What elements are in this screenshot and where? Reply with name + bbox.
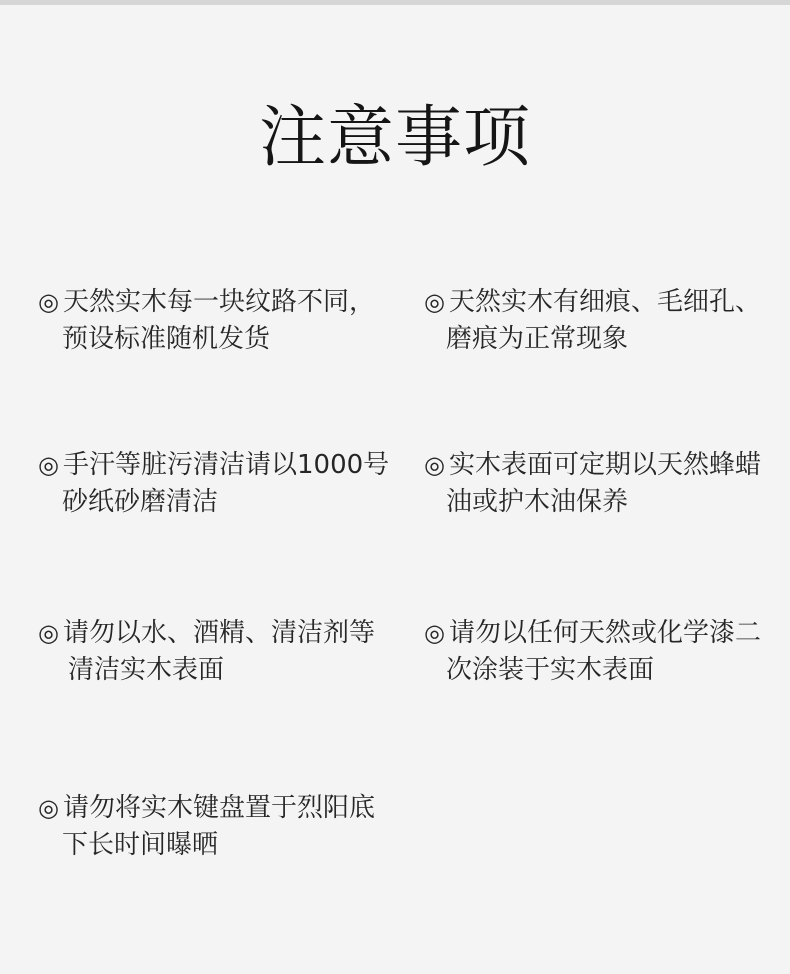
note-text: 手汗等脏污清洁请以1000号	[63, 450, 390, 480]
top-divider	[0, 0, 790, 5]
note-text: 天然实木每一块纹路不同，	[63, 287, 376, 317]
bullseye-marker-icon: ◎	[38, 619, 59, 647]
note-line-second: 磨痕为正常现象	[446, 324, 629, 354]
note-item	[38, 615, 375, 689]
note-line-second: 油或护木油保养	[446, 487, 629, 517]
note-item	[424, 284, 761, 358]
note-line-second: 下长时间曝晒	[62, 830, 219, 860]
note-text: 天然实木有细痕、毛细孔、	[449, 287, 762, 317]
bullseye-marker-icon: ◎	[424, 619, 445, 647]
note-item	[424, 615, 761, 689]
note-line-first	[38, 284, 375, 321]
note-line-second: 次涂装于实木表面	[446, 655, 655, 685]
note-line-first	[38, 615, 375, 652]
note-line-second: 预设标准随机发货	[62, 324, 271, 354]
note-text: 实木表面可定期以天然蜂蜡	[449, 450, 762, 480]
note-text: 请勿将实木键盘置于烈阳底	[63, 793, 376, 823]
note-line-first	[424, 615, 761, 652]
page-title: 注意事项	[259, 98, 531, 176]
note-item	[38, 284, 375, 358]
note-line-first	[38, 790, 375, 827]
note-item	[38, 790, 375, 864]
note-line-second: 砂纸砂磨清洁	[62, 487, 219, 517]
note-item	[38, 447, 389, 521]
bullseye-marker-icon: ◎	[424, 451, 445, 479]
bullseye-marker-icon: ◎	[38, 288, 59, 316]
note-line-first	[38, 447, 389, 484]
note-text: 请勿以任何天然或化学漆二	[449, 618, 762, 648]
bullseye-marker-icon: ◎	[38, 794, 59, 822]
note-text: 请勿以水、酒精、清洁剂等	[63, 618, 376, 648]
bullseye-marker-icon: ◎	[424, 288, 445, 316]
note-line-first	[424, 447, 761, 484]
note-line-second: 清洁实木表面	[68, 655, 225, 685]
bullseye-marker-icon: ◎	[38, 451, 59, 479]
note-line-first	[424, 284, 761, 321]
note-item	[424, 447, 761, 521]
